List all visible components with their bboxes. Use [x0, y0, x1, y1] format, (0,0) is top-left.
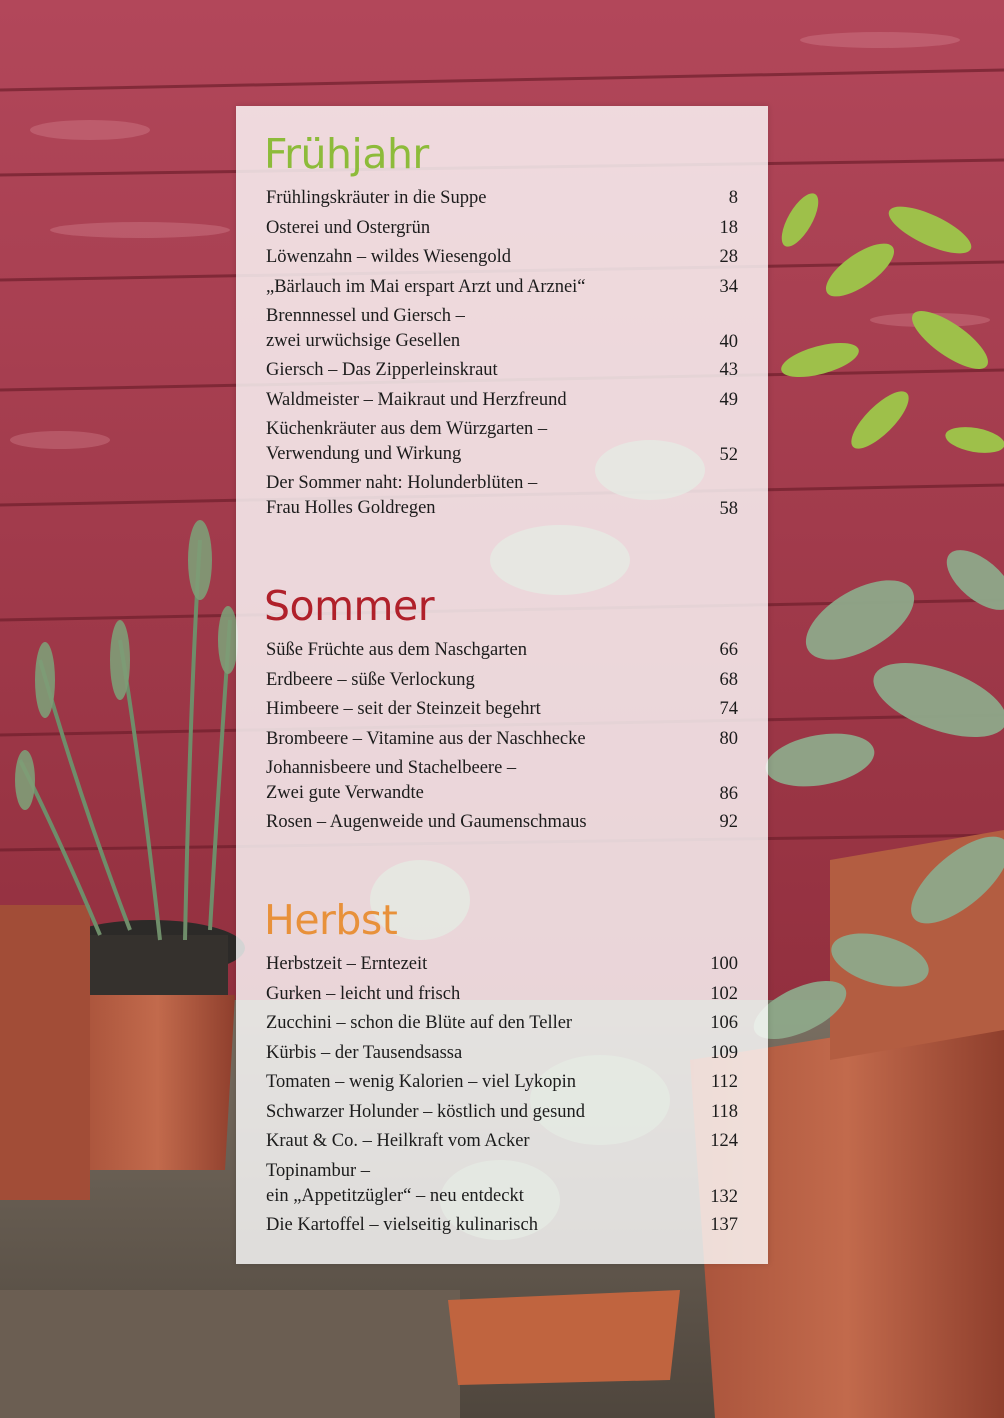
- toc-entry[interactable]: Küchenkräuter aus dem Würzgarten – Verwendung und Wirkung 52: [266, 415, 738, 469]
- section-title-herbst: Herbst: [264, 896, 398, 944]
- toc-entry[interactable]: Kürbis – der Tausendsassa 109: [266, 1039, 738, 1069]
- toc-entry[interactable]: Rosen – Augenweide und Gaumenschmaus 92: [266, 808, 738, 838]
- page-number: 124: [710, 1131, 738, 1151]
- page-number: 52: [719, 445, 738, 465]
- page-number: 43: [719, 360, 738, 380]
- toc-entry[interactable]: Giersch – Das Zipperleinskraut 43: [266, 356, 738, 386]
- toc-entry[interactable]: Herbstzeit – Erntezeit 100: [266, 950, 738, 980]
- table-of-contents-panel: [236, 106, 768, 1264]
- page-number: 86: [719, 784, 738, 804]
- toc-entry[interactable]: Johannisbeere und Stachelbeere – Zwei gute Verwandte 86: [266, 754, 738, 808]
- page-number: 18: [719, 217, 738, 238]
- page-number: 100: [710, 954, 738, 974]
- page-number: 40: [719, 332, 738, 352]
- section-fruehjahr: [266, 130, 738, 523]
- page-number: 28: [719, 247, 738, 267]
- toc-entry[interactable]: Kraut & Co. – Heilkraft vom Acker 124: [266, 1127, 738, 1157]
- page-number: 92: [719, 812, 738, 832]
- toc-entry[interactable]: Der Sommer naht: Holunderblüten – Frau Holles Goldregen 58: [266, 469, 738, 523]
- toc-entry[interactable]: Die Kartoffel – vielseitig kulinarisch 137: [266, 1211, 738, 1241]
- page-number: 66: [719, 640, 738, 660]
- toc-entry[interactable]: Tomaten – wenig Kalorien – viel Lykopin 112: [266, 1068, 738, 1098]
- toc-entry[interactable]: Brennnessel und Giersch – zwei urwüchsige Gesellen 40: [266, 302, 738, 356]
- page-number: 68: [719, 669, 738, 690]
- toc-entry[interactable]: Himbeere – seit der Steinzeit begehrt 74: [266, 695, 738, 725]
- page-number: 118: [710, 1101, 738, 1122]
- page-number: 49: [719, 389, 738, 410]
- page-number: 74: [719, 699, 738, 719]
- section-herbst: [266, 896, 738, 1240]
- toc-entry[interactable]: Zucchini – schon die Blüte auf den Teller 106: [266, 1009, 738, 1039]
- toc-entry[interactable]: Erdbeere – süße Verlockung 68: [266, 666, 738, 696]
- toc-entry[interactable]: Waldmeister – Maikraut und Herzfreund 49: [266, 386, 738, 416]
- toc-entry[interactable]: Osterei und Ostergrün 18: [266, 214, 738, 244]
- toc-entry[interactable]: Brombeere – Vitamine aus der Naschhecke 80: [266, 725, 738, 755]
- toc-entry[interactable]: Topinambur – ein „Appetitzügler“ – neu entdeckt 132: [266, 1157, 738, 1211]
- page-number: 109: [710, 1042, 738, 1063]
- toc-entry[interactable]: Löwenzahn – wildes Wiesengold 28: [266, 243, 738, 273]
- page-number: 102: [710, 983, 738, 1004]
- page-number: 137: [710, 1214, 738, 1235]
- page-number: 106: [710, 1013, 738, 1033]
- toc-entry[interactable]: Süße Früchte aus dem Naschgarten 66: [266, 636, 738, 666]
- toc-entry[interactable]: Frühlingskräuter in die Suppe 8: [266, 184, 738, 214]
- page-number: 132: [710, 1186, 738, 1207]
- toc-entry[interactable]: Gurken – leicht und frisch 102: [266, 980, 738, 1010]
- section-title-sommer: Sommer: [264, 582, 435, 630]
- page-number: 34: [719, 276, 738, 297]
- page-number: 8: [728, 188, 738, 208]
- section-title-fruehjahr: Frühjahr: [264, 130, 429, 178]
- toc-entry[interactable]: „Bärlauch im Mai erspart Arzt und Arznei“ 34: [266, 273, 738, 303]
- section-sommer: [266, 582, 738, 838]
- page-number: 80: [719, 728, 738, 749]
- page-number: 58: [719, 499, 738, 519]
- toc-entry[interactable]: Schwarzer Holunder – köstlich und gesund 118: [266, 1098, 738, 1128]
- page-number: 112: [710, 1072, 738, 1092]
